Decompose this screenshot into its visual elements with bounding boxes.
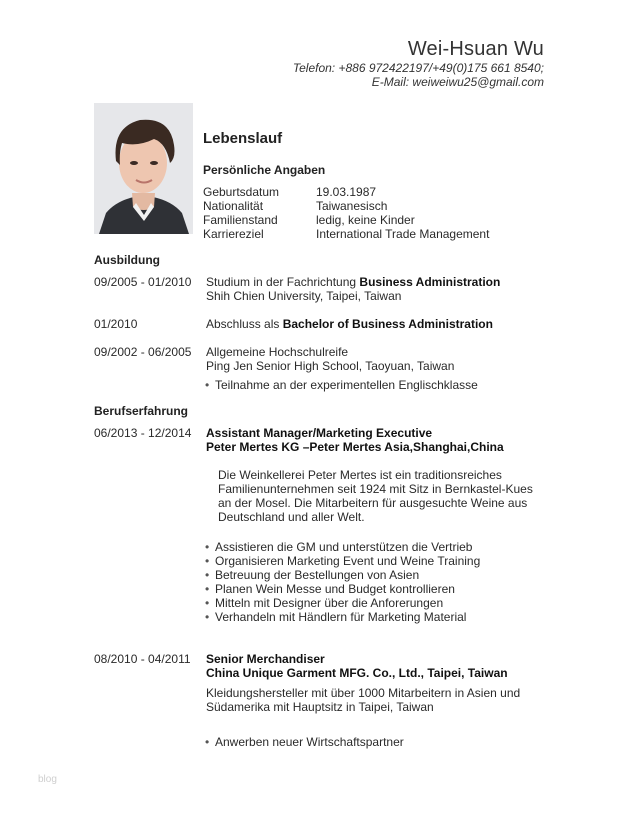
list-item: • Betreuung der Bestellungen von Asien (205, 568, 420, 582)
bullet-icon: • (205, 554, 210, 568)
family-status-value: ledig, keine Kinder (316, 213, 415, 227)
job1-company: Peter Mertes KG –Peter Mertes Asia,Shanghai,China (206, 440, 504, 454)
career-goal-value: International Trade Management (316, 227, 490, 241)
edu3-date: 09/2002 - 06/2005 (94, 345, 192, 359)
nationality-value: Taiwanesisch (316, 199, 388, 213)
list-item: • Organisieren Marketing Event und Weine Training (205, 554, 481, 568)
job2-desc-line: Kleidungshersteller mit über 1000 Mitarbeitern in Asien und (206, 686, 521, 700)
email-line: E-Mail: weiweiwu25@gmail.com (371, 75, 544, 89)
job1-desc-line: an der Mosel. Die Mitarbeitern für ausgesuchte Weine aus (218, 496, 528, 510)
job2-desc-line: Südamerika mit Hauptsitz in Taipei, Taiwan (206, 700, 434, 714)
edu3-line1: Allgemeine Hochschulreife (206, 345, 349, 359)
job1-desc-line: Die Weinkellerei Peter Mertes ist ein traditionsreiches (218, 468, 502, 482)
bullet-icon: • (205, 596, 210, 610)
job1-desc-line: Familienunternehmen seit 1924 mit Sitz in Bernkastel-Kues (218, 482, 533, 496)
job1-desc-line: Deutschland und aller Welt. (218, 510, 365, 524)
job1-date: 06/2013 - 12/2014 (94, 426, 192, 440)
job1-role: Assistant Manager/Marketing Executive (206, 426, 433, 440)
cv-title: Lebenslauf (203, 130, 283, 147)
portrait-image (94, 103, 193, 234)
list-item: • Teilnahme an der experimentellen Englischklasse (205, 378, 478, 392)
list-item: • Verhandeln mit Händlern für Marketing Material (205, 610, 467, 624)
edu2-date: 01/2010 (94, 317, 138, 331)
applicant-name: Wei-Hsuan Wu (407, 38, 544, 60)
birthdate-label: Geburtsdatum (203, 185, 280, 199)
list-item: • Assistieren die GM und unterstützen die Vertrieb (205, 540, 473, 554)
watermark-footer: blog (38, 774, 57, 785)
bullet-icon: • (205, 582, 210, 596)
edu3-line2: Ping Jen Senior High School, Taoyuan, Taiwan (206, 359, 455, 373)
list-item: • Anwerben neuer Wirtschaftspartner (205, 735, 404, 749)
job2-date: 08/2010 - 04/2011 (94, 652, 191, 666)
job2-company: China Unique Garment MFG. Co., Ltd., Taipei, Taiwan (206, 666, 508, 680)
job2-role: Senior Merchandiser (206, 652, 325, 666)
edu1-date: 09/2005 - 01/2010 (94, 275, 192, 289)
nationality-label: Nationalität (203, 199, 264, 213)
bullet-icon: • (205, 610, 210, 624)
bullet-icon: • (205, 568, 210, 582)
career-goal-label: Karriereziel (203, 227, 264, 241)
birthdate-value: 19.03.1987 (316, 185, 377, 199)
experience-heading: Berufserfahrung (94, 404, 189, 418)
profile-photo (94, 103, 193, 234)
bullet-icon: • (205, 540, 210, 554)
bullet-icon: • (205, 735, 210, 749)
personal-heading: Persönliche Angaben (203, 163, 326, 177)
phone-line: Telefon: +886 972422197/+49(0)175 661 8540; (292, 61, 544, 75)
list-item: • Mitteln mit Designer über die Anforerungen (205, 596, 444, 610)
bullet-icon: • (205, 378, 210, 392)
list-item: • Planen Wein Messe und Budget kontrollieren (205, 582, 455, 596)
edu2-line1: Abschluss als Bachelor of Business Administration (206, 317, 493, 331)
edu1-line2: Shih Chien University, Taipei, Taiwan (206, 289, 402, 303)
edu1-line1: Studium in der Fachrichtung Business Administration (206, 275, 501, 289)
family-status-label: Familienstand (203, 213, 278, 227)
education-heading: Ausbildung (94, 253, 160, 267)
